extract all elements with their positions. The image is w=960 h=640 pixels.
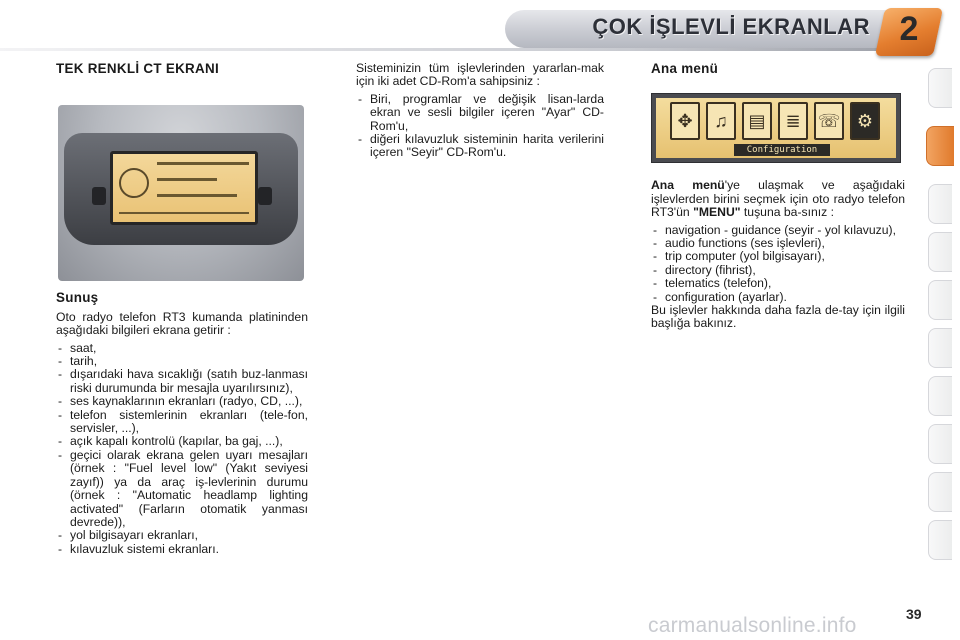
list-item: - configuration (ayarlar). — [651, 291, 905, 304]
page-number: 39 — [906, 606, 922, 622]
page-header — [0, 0, 960, 58]
list-item: - kılavuzluk sistemi ekranları. — [56, 543, 308, 556]
main-menu-paragraph — [651, 179, 905, 219]
section-heading-main-menu: Ana menü — [651, 61, 719, 76]
audio-icon: ♫ — [706, 102, 736, 140]
cdrom-intro: Sisteminizin tüm işlevlerinden yararlan-mak için iki adet CD-Rom'a sahipsiniz : — [356, 61, 604, 89]
list-item: - geçici olarak ekrana gelen uyarı mesajları (örnek : "Fuel level low" (Yakıt seviyesi zayıf)) ya da araç iş-levlerinin durumu (örnek : "Automatic headlamp lighting activated" (Farların otomatik yanması devrede)), — [56, 449, 308, 529]
main-menu-term: Ana menü — [651, 178, 725, 193]
cdrom-list — [356, 93, 604, 160]
chapter-tab[interactable] — [928, 376, 952, 416]
main-menu-text: 'ye ulaşmak ve aşağıdaki işlevlerden birini seçmek için oto radyo telefon RT3'ün — [651, 178, 905, 220]
section-heading-presentation: Sunuş — [56, 290, 99, 306]
chapter-title: ÇOK İŞLEVLİ EKRANLAR — [592, 14, 870, 39]
dashboard-button — [258, 187, 272, 205]
main-menu-screen — [651, 93, 901, 163]
chapter-tab[interactable] — [928, 328, 952, 368]
menu-screen-inner — [656, 98, 896, 158]
list-item: - Biri, programlar ve değişik lisan-larda ekran ve sesli bilgiler içeren "Ayar" CD-Rom'u, — [356, 93, 604, 133]
list-item: - telematics (telefon), — [651, 277, 905, 290]
info-list — [56, 342, 308, 557]
site-watermark: carmanualsonline.info — [648, 614, 857, 637]
list-item: - saat, — [56, 342, 308, 355]
menu-key-label: "MENU" — [693, 205, 741, 220]
list-item: - trip computer (yol bilgisayarı), — [651, 250, 905, 263]
dashboard-button — [92, 187, 106, 205]
column-right — [651, 62, 905, 335]
chapter-tab[interactable] — [928, 68, 952, 108]
chapter-tab[interactable] — [928, 424, 952, 464]
telephone-icon: ☏ — [814, 102, 844, 140]
list-item: - telefon sistemlerinin ekranları (tele-fon, servisler, ...), — [56, 409, 308, 436]
list-item: - audio functions (ses işlevleri), — [651, 237, 905, 250]
screen-line — [157, 162, 249, 165]
intro-paragraph: Oto radyo telefon RT3 kumanda platininden aşağıdaki bilgileri ekrana getirir : — [56, 309, 308, 338]
list-item: - dışarıdaki hava sıcaklığı (satıh buz-lanması riski durumunda bir mesajla uyarılırsınız), — [56, 368, 308, 395]
more-info-paragraph: Bu işlevler hakkında daha fazla de-tay için ilgili başlığa bakınız. — [651, 303, 905, 331]
chapter-tab[interactable] — [928, 232, 952, 272]
section-heading-ct-display: TEK RENKLİ CT EKRANI — [56, 61, 219, 76]
directory-icon: ≣ — [778, 102, 808, 140]
clock-gauge-icon — [119, 168, 149, 198]
chapter-tab[interactable] — [928, 184, 952, 224]
list-item: - navigation - guidance (seyir - yol kılavuzu), — [651, 224, 905, 237]
configuration-icon: ⚙ — [850, 102, 880, 140]
chapter-tab-active[interactable] — [926, 126, 954, 166]
menu-selected-label: Configuration — [734, 144, 830, 156]
chapter-tabs — [928, 68, 960, 578]
header-rule — [0, 48, 895, 51]
list-item: - ses kaynaklarının ekranları (radyo, CD, ...), — [56, 395, 308, 408]
screen-line — [157, 178, 217, 181]
dashboard-display-photo — [58, 105, 304, 281]
column-left — [56, 62, 308, 556]
chapter-tab[interactable] — [928, 280, 952, 320]
screen-line — [119, 212, 249, 214]
column-middle — [356, 62, 604, 160]
list-item: - açık kapalı kontrolü (kapılar, ba gaj, ...), — [56, 435, 308, 448]
chapter-number: 2 — [899, 10, 919, 48]
trip-computer-icon: ▤ — [742, 102, 772, 140]
navigation-icon: ✥ — [670, 102, 700, 140]
chapter-tab[interactable] — [928, 472, 952, 512]
list-item: - tarih, — [56, 355, 308, 368]
chapter-tab[interactable] — [928, 520, 952, 560]
list-item: - diğeri kılavuzluk sisteminin harita verilerini içeren "Seyir" CD-Rom'u. — [356, 133, 604, 160]
screen-line — [157, 194, 237, 197]
list-item: - yol bilgisayarı ekranları, — [56, 529, 308, 542]
monochrome-screen — [110, 151, 258, 225]
main-menu-text-end: tuşuna ba-sınız : — [740, 205, 835, 220]
list-item: - directory (fihrist), — [651, 264, 905, 277]
menu-function-list — [651, 224, 905, 304]
